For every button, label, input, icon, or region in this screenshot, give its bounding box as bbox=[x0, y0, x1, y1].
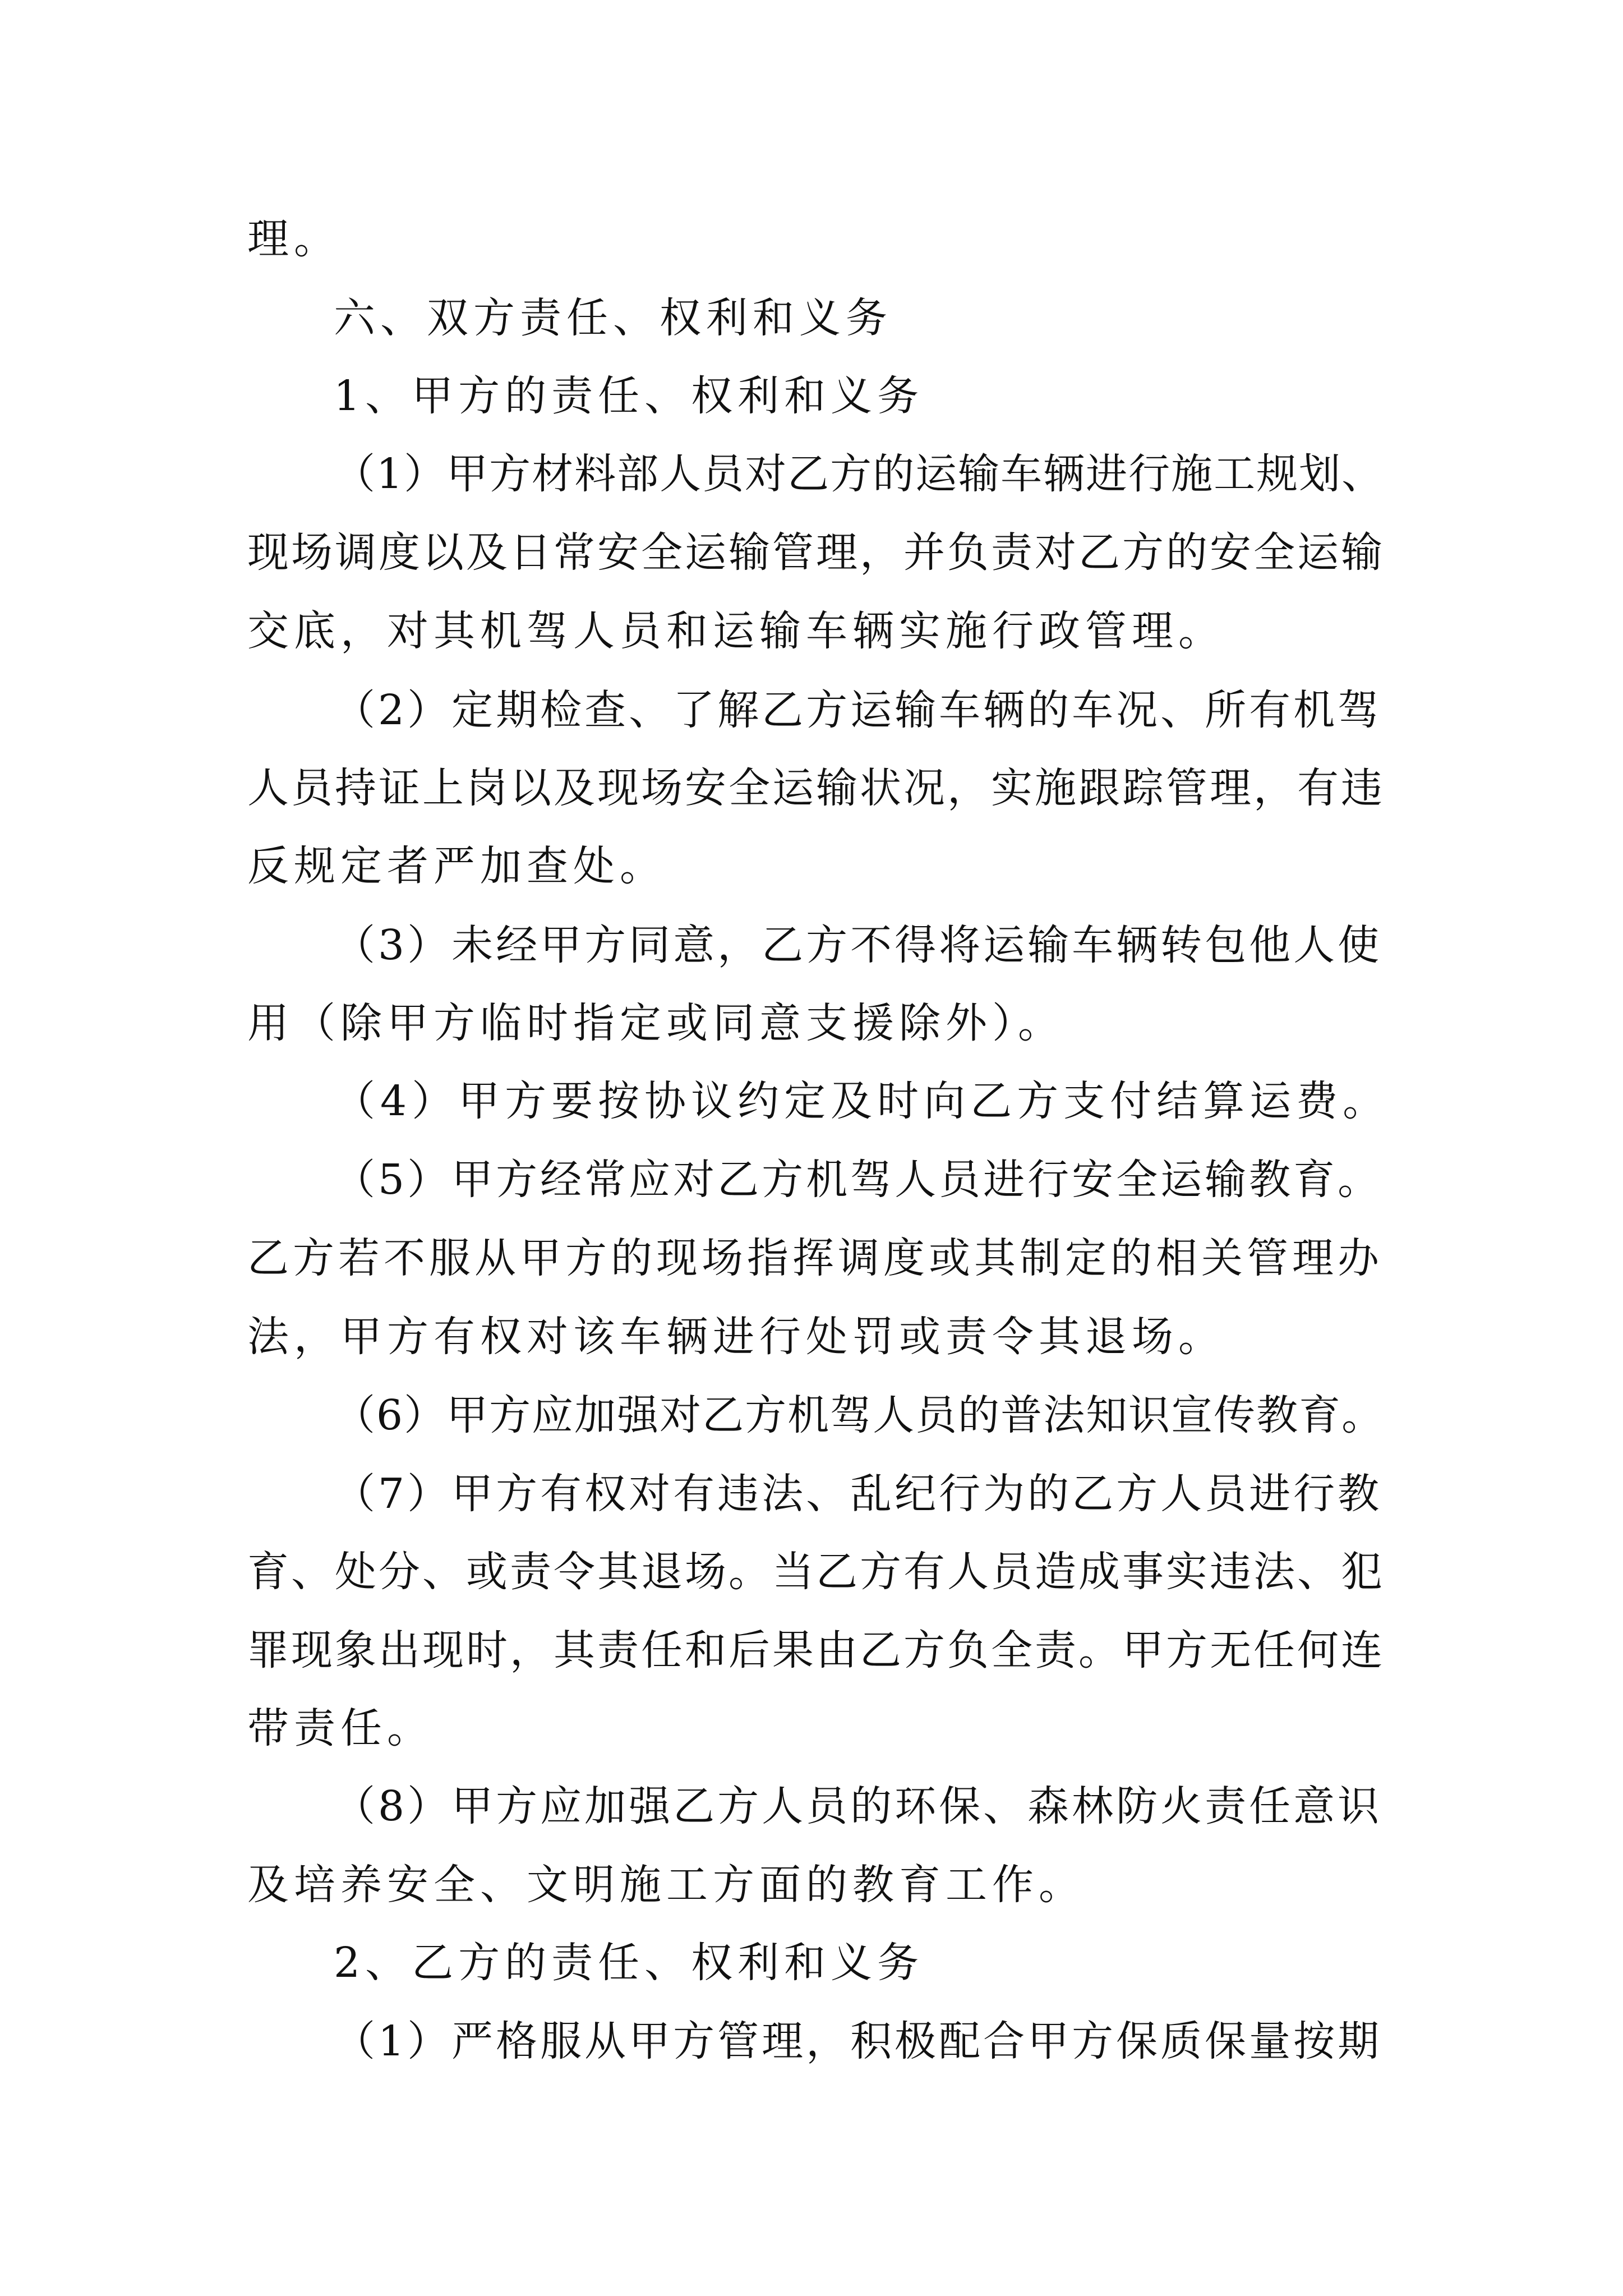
paragraph-line: 乙方若不服从甲方的现场指挥调度或其制定的相关管理办 bbox=[247, 1234, 1383, 1282]
paragraph-line: 现场调度以及日常安全运输管理，并负责对乙方的安全运输 bbox=[247, 528, 1385, 577]
paragraph-line: （4）甲方要按协议约定及时向乙方支付结算运费。 bbox=[334, 1077, 1390, 1125]
paragraph-line: 罪现象出现时，其责任和后果由乙方负全责。甲方无任何连 bbox=[247, 1626, 1385, 1674]
paragraph-line: （1）甲方材料部人员对乙方的运输车辆进行施工规划、 bbox=[334, 450, 1385, 498]
paragraph-line: （2）定期检查、了解乙方运输车辆的车况、所有机驾 bbox=[334, 686, 1382, 734]
paragraph-line: 用（除甲方临时指定或同意支援除外）。 bbox=[247, 999, 1064, 1047]
paragraph-line: 法，甲方有权对该车辆进行处罚或责令其退场。 bbox=[247, 1313, 1225, 1361]
paragraph-line: （6）甲方应加强对乙方机驾人员的普法知识宣传教育。 bbox=[334, 1391, 1385, 1439]
paragraph-line: （8）甲方应加强乙方人员的环保、森林防火责任意识 bbox=[334, 1782, 1382, 1830]
paragraph-line: （1）严格服从甲方管理，积极配合甲方保质保量按期 bbox=[334, 2017, 1382, 2065]
paragraph-line: 人员持证上岗以及现场安全运输状况，实施跟踪管理，有违 bbox=[247, 764, 1385, 812]
paragraph-line: 育、处分、或责令其退场。当乙方有人员造成事实违法、犯 bbox=[247, 1548, 1385, 1596]
paragraph-line: 及培养安全、文明施工方面的教育工作。 bbox=[247, 1861, 1085, 1909]
paragraph-line: （7）甲方有权对有违法、乱纪行为的乙方人员进行教 bbox=[334, 1470, 1382, 1518]
paragraph-line: （5）甲方经常应对乙方机驾人员进行安全运输教育。 bbox=[334, 1156, 1382, 1204]
paragraph-line: 交底，对其机驾人员和运输车辆实施行政管理。 bbox=[247, 607, 1225, 655]
section-heading: 六、双方责任、权利和义务 bbox=[334, 294, 892, 342]
subsection-heading: 2、乙方的责任、权利和义务 bbox=[334, 1939, 924, 1987]
paragraph-line: 带责任。 bbox=[247, 1704, 434, 1752]
subsection-heading: 1、甲方的责任、权利和义务 bbox=[334, 372, 924, 420]
paragraph-line: 反规定者严加查处。 bbox=[247, 842, 666, 890]
paragraph-line: 理。 bbox=[247, 215, 340, 263]
paragraph-line: （3）未经甲方同意，乙方不得将运输车辆转包他人使 bbox=[334, 921, 1382, 969]
